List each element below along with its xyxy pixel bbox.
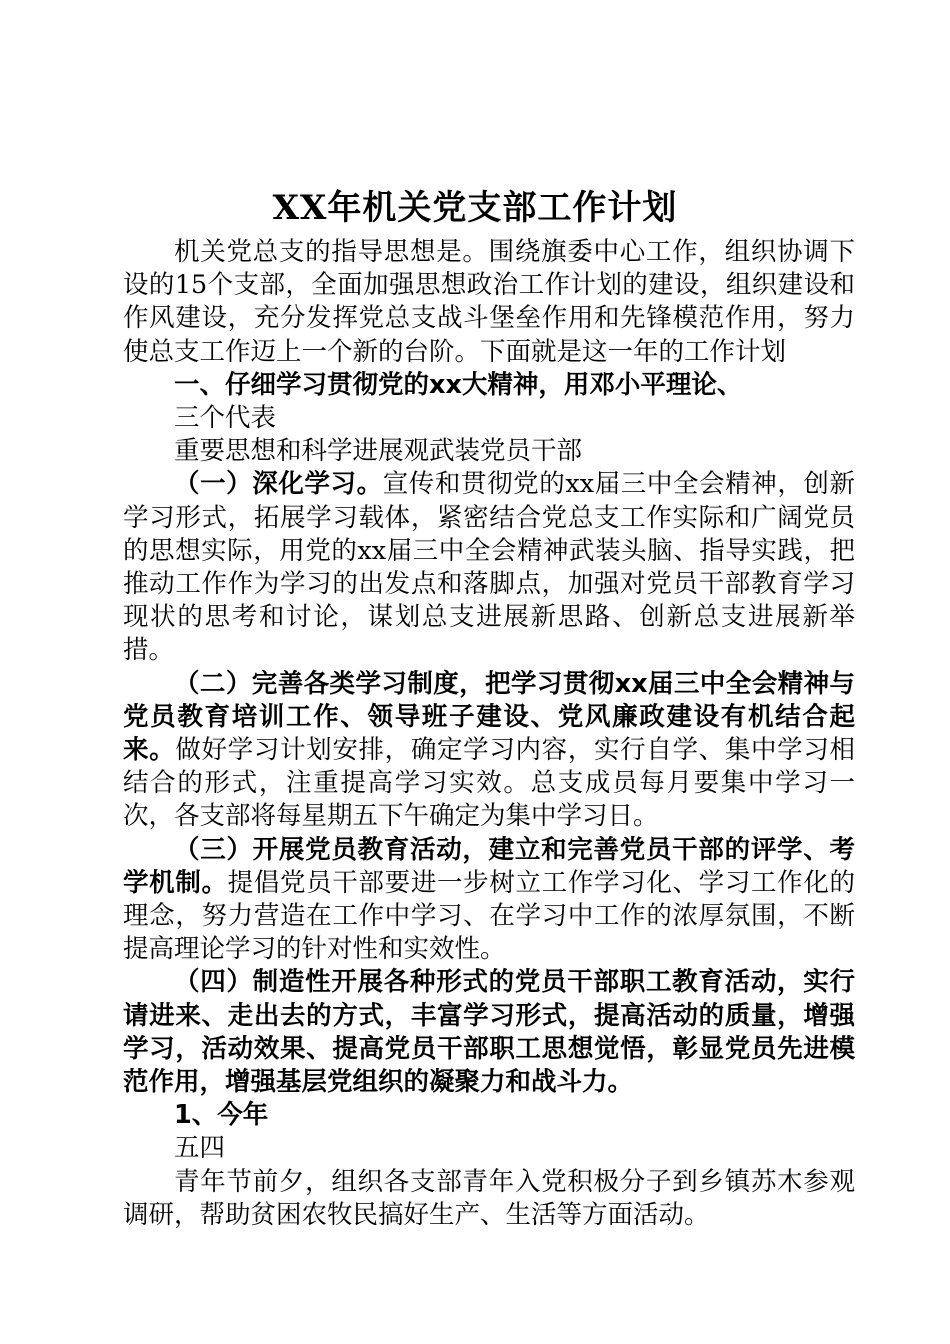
section-heading-line-3: 重要思想和科学进展观武装党员干部 (174, 436, 583, 467)
item-lead-1: （一）深化学习。 (174, 469, 383, 500)
item-paragraph-3 (123, 834, 855, 967)
document-title: XX年机关党支部工作计划 (272, 188, 678, 228)
intro-paragraph: 机关党总支的指导思想是。围绕旗委中心工作，组织协调下设的15个支部，全面加强思想政治工作计划的建设，组织建设和作风建设，充分发挥党总支战斗堡垒作用和先锋模范作用，努力使总支工作迈上一个新的台阶。下面就是这一年的工作计划 (123, 237, 855, 367)
item-lead-4: （四）制造性开展各种形式的党员干部职工教育活动，实行请进来、走出去的方式，丰富学习形式，提高活动的质量，增强学习，活动效果、提高党员干部职工思想觉悟，彰显党员先进模范作用，增强基层党组织的凝聚力和战斗力。 (123, 967, 855, 1098)
item-paragraph-1 (123, 468, 855, 667)
document-body (123, 236, 855, 1232)
item-lead-3: （三）开展党员教育活动，建立和完善党员干部的评学、考学机制。 (123, 834, 855, 898)
section-heading: 一、仔细学习贯彻党的xx大精神，用邓小平理论、 (174, 369, 743, 400)
item-paragraph-4 (123, 966, 855, 1099)
item-text-2: 做好学习计划安排，确定学习内容，实行自学、集中学习相结合的形式，注重提高学习实效。总支成员每月要集中学习一次，各支部将每星期五下午确定为集中学习日。 (123, 735, 855, 832)
sub-item-label: 1、今年 (174, 1100, 269, 1131)
item-text-3: 提倡党员干部要进一步树立工作学习化、学习工作化的理念，努力营造在工作中学习、在学习中工作的浓厚氛围，不断提高理论学习的针对性和实效性。 (123, 867, 855, 965)
item-paragraph-2 (123, 668, 855, 834)
item-text-1: 宣传和贯彻党的xx届三中全会精神，创新学习形式，拓展学习载体，紧密结合党总支工作实际和广阔党员的思想实际，用党的xx届三中全会精神武装头脑、指导实践，把推动工作作为学习的出发点和落脚点，加强对党员干部教育学习现状的思考和讨论，谋划总支进展新思路、创新总支进展新举措。 (123, 469, 855, 666)
item-lead-2: （二）完善各类学习制度，把学习贯彻xx届三中全会精神与党员教育培训工作、领导班子建设、党风廉政建设有机结合起来。 (123, 668, 855, 766)
section-heading-line-2: 三个代表 (174, 403, 277, 434)
sub-item-line-2: 五四 (174, 1133, 226, 1164)
sub-item-text: 青年节前夕，组织各支部青年入党积极分子到乡镇苏木参观调研，帮助贫困农牧民搞好生产、生活等方面活动。 (123, 1166, 855, 1230)
